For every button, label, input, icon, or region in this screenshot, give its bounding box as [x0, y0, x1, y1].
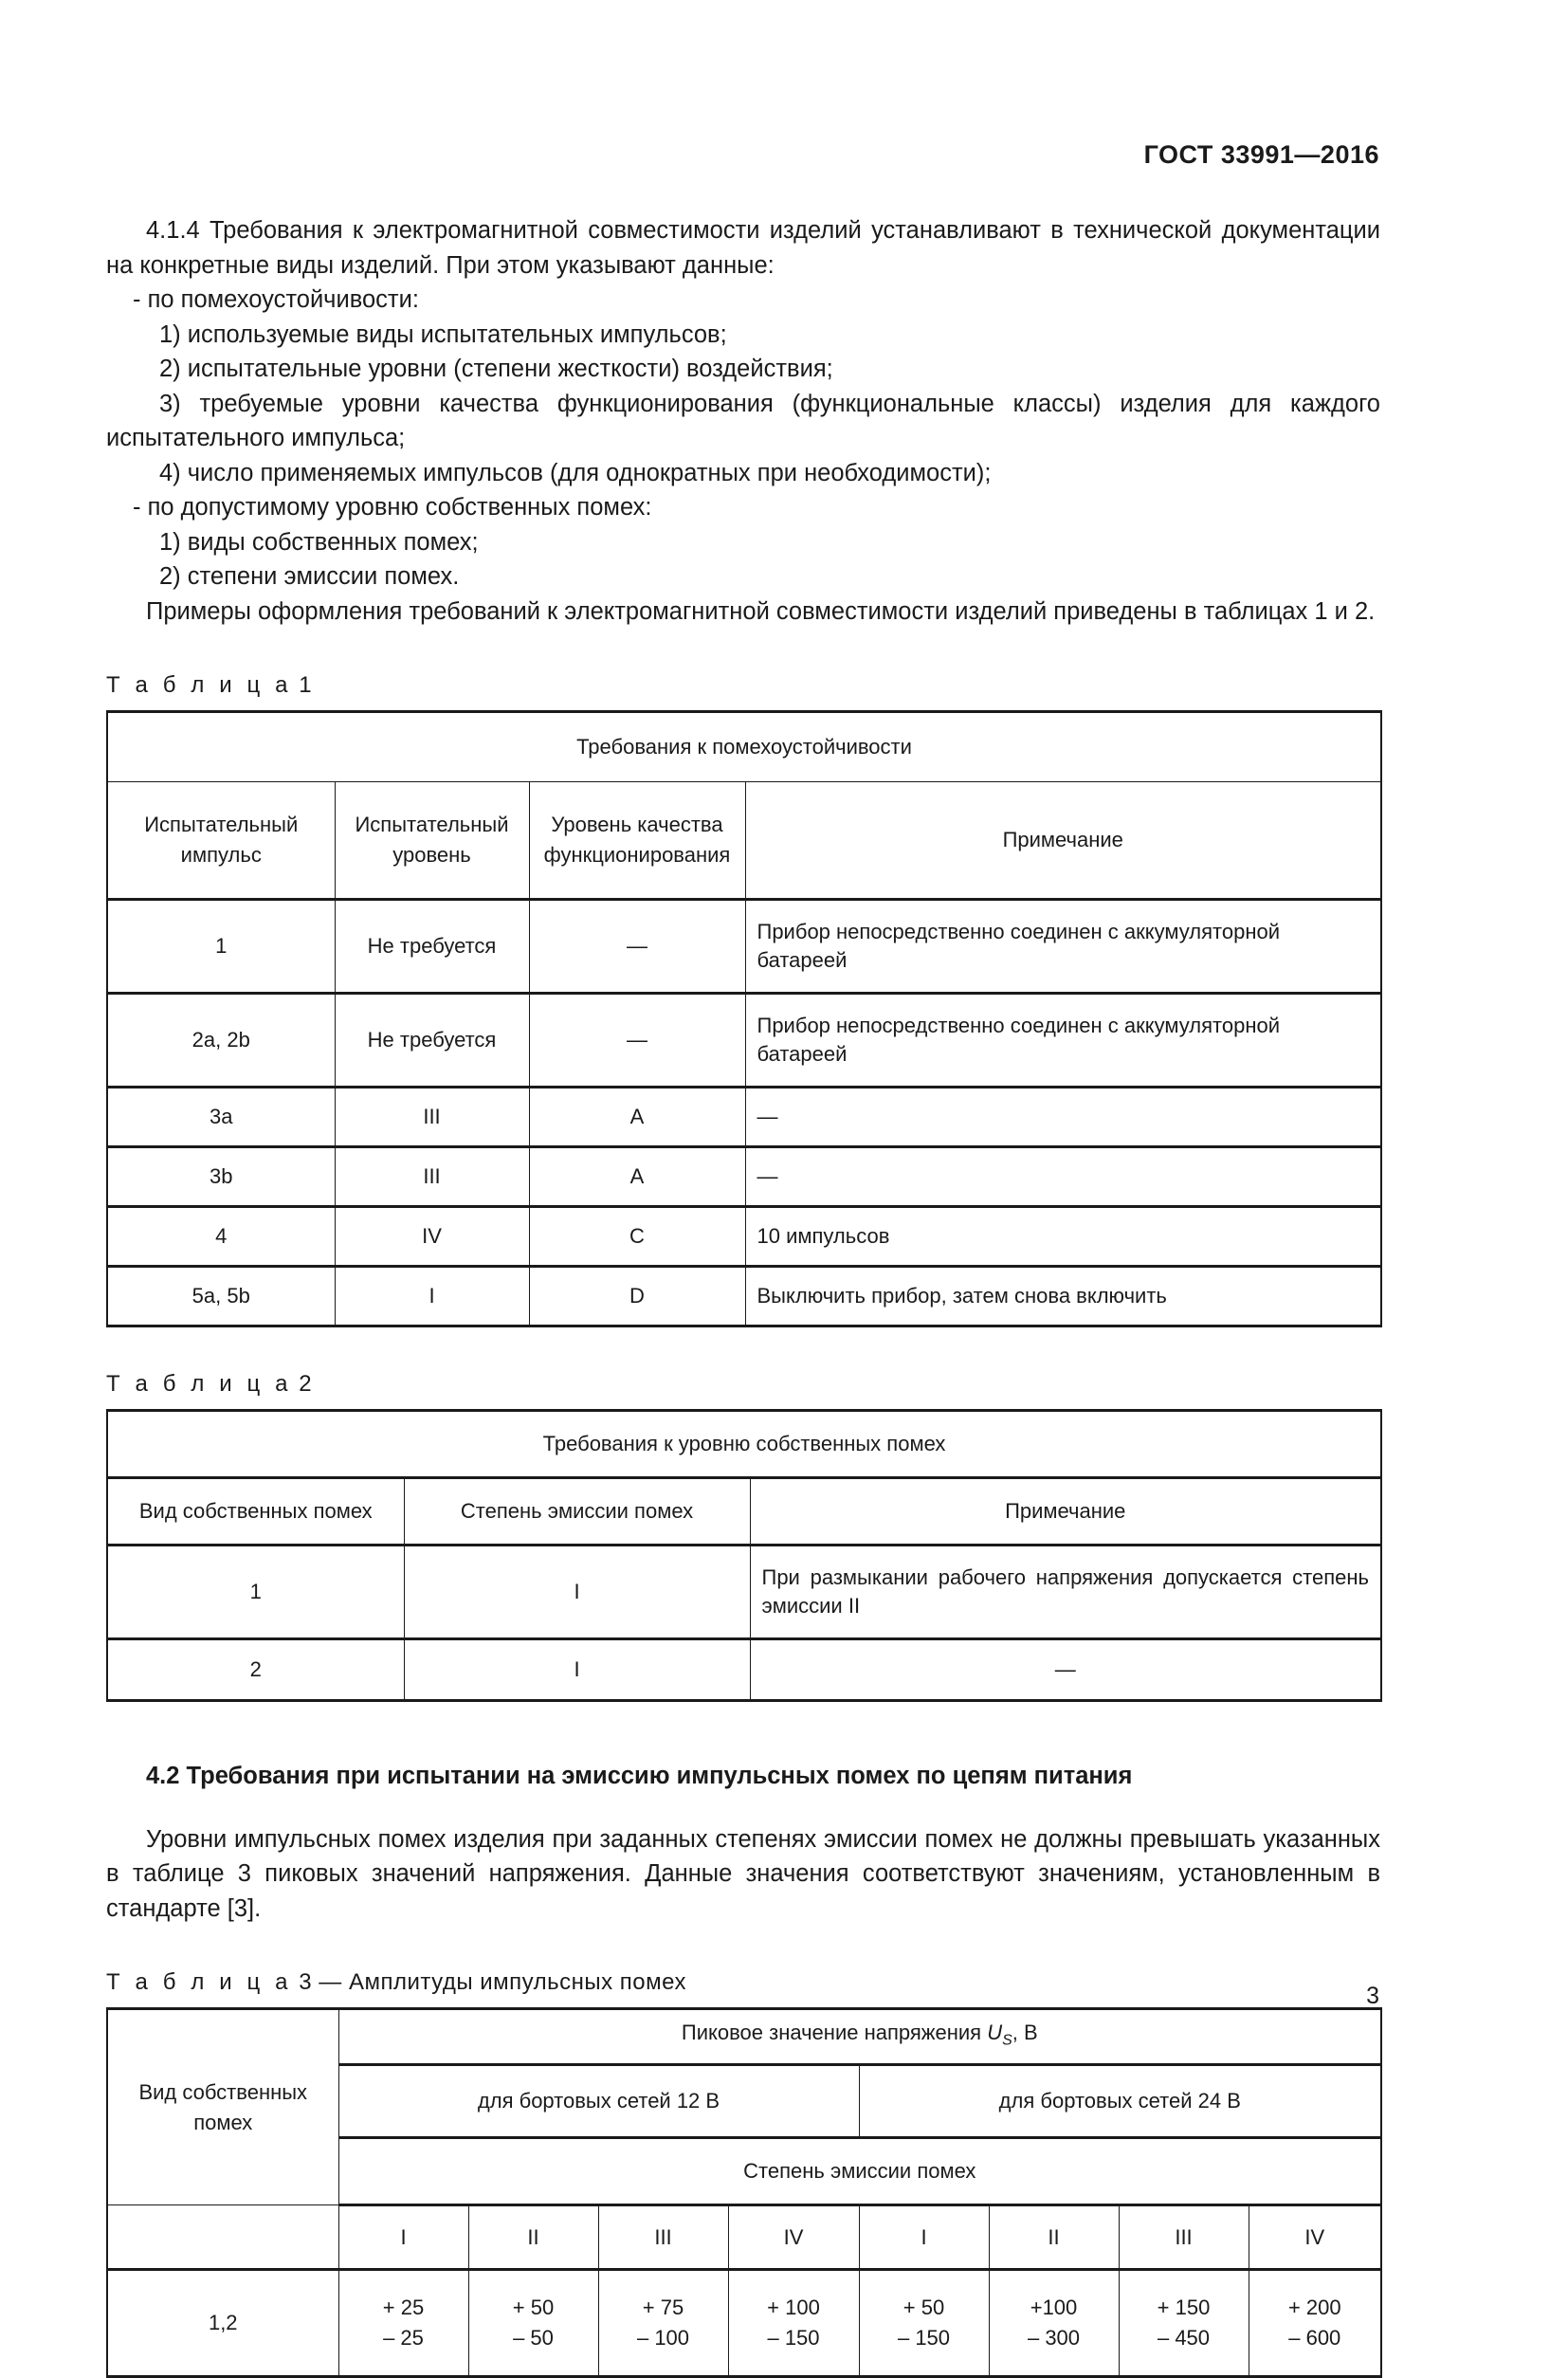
table-3-cell-value: + 25 – 25: [338, 2270, 468, 2377]
table-1-col-header-quality: Уровень качества функционирования: [529, 782, 745, 900]
table-2-col-header-note: Примечание: [750, 1478, 1381, 1546]
table-3-degree-cell: III: [1119, 2205, 1249, 2270]
table-row: [107, 994, 1381, 1088]
table-row: [107, 1207, 1381, 1267]
table-1-cell-pulse: 4: [107, 1207, 335, 1267]
table-1-col-header-note: Примечание: [745, 782, 1381, 900]
table-1-cell-pulse: 2a, 2b: [107, 994, 335, 1088]
table-1-cell-pulse: 5a, 5b: [107, 1267, 335, 1326]
examples-paragraph: Примеры оформления требований к электромагнитной совместимости изделий приведены в таблицах 1 и 2.: [146, 597, 1376, 625]
section-4-2-heading: 4.2 Требования при испытании на эмиссию импульсных помех по цепям питания: [146, 1763, 1133, 1789]
table-row: [107, 900, 1381, 994]
table-1-cell-level: Не требуется: [335, 994, 529, 1088]
table-row: [107, 2270, 1381, 2377]
table-1-cell-quality: —: [529, 900, 745, 994]
table-1-cell-level: III: [335, 1088, 529, 1147]
table-2-header-row: [107, 1478, 1381, 1546]
document-standard-header: ГОСТ 33991—2016: [1143, 140, 1379, 169]
table-2-caption-label: Т а б л и ц а: [106, 1371, 293, 1397]
table-1-cell-pulse: 3a: [107, 1088, 335, 1147]
table-3-header-row-1: [107, 2009, 1381, 2065]
table-1-caption: [106, 672, 1380, 699]
table-3-caption-title: — Амплитуды импульсных помех: [319, 1969, 686, 1995]
table-1-cell-note: Выключить прибор, затем снова включить: [745, 1267, 1381, 1326]
table-row: [107, 1546, 1381, 1639]
list-item-3: 3) требуемые уровни качества функционирования (функциональные классы) изделия для каждого испытательного импульса;: [106, 390, 1380, 451]
table-3-degree-cell: II: [468, 2205, 598, 2270]
table-1-cell-quality: D: [529, 1267, 745, 1326]
table-1-cell-level: III: [335, 1147, 529, 1207]
table-3-degree-cell: I: [859, 2205, 989, 2270]
table-2-col-header-kind: Вид собственных помех: [107, 1478, 404, 1546]
table-1-cell-quality: A: [529, 1088, 745, 1147]
table-2-cell-note: При размыкании рабочего напряжения допускается степень эмиссии II: [750, 1546, 1381, 1639]
table-3-cell-value: + 50 – 150: [859, 2270, 989, 2377]
table-3-span-peak-voltage: Пиковое значение напряжения $U_S$, В: [338, 2009, 1381, 2065]
table-3-caption-label: Т а б л и ц а: [106, 1969, 293, 1995]
table-2-caption-number: 2: [299, 1371, 313, 1397]
table-1-cell-quality: —: [529, 994, 745, 1088]
table-1-col-header-pulse: Испытательный импульс: [107, 782, 335, 900]
list-item-5: 1) виды собственных помех;: [159, 528, 479, 556]
table-3-cell-kind: 1,2: [107, 2270, 338, 2377]
table-2-cell-kind: 2: [107, 1639, 404, 1701]
section-4-2-paragraph: Уровни импульсных помех изделия при заданных степенях эмиссии помех не должны превышать указанных в таблице 3 пиковых значений напряжения. Данные значения соответствуют значениям, установленным в стандарте [3].: [106, 1825, 1380, 1922]
table-1-cell-note: 10 импульсов: [745, 1207, 1381, 1267]
table-row: [107, 1088, 1381, 1147]
table-3-degree-cell: III: [598, 2205, 728, 2270]
list-item-1: 1) используемые виды испытательных импульсов;: [159, 320, 727, 348]
table-3-degree-cell: IV: [1249, 2205, 1381, 2270]
table-1-cell-level: Не требуется: [335, 900, 529, 994]
table-row: [107, 1147, 1381, 1207]
table-1-cell-quality: C: [529, 1207, 745, 1267]
list-dash-emission: - по допустимому уровню собственных помех:: [133, 494, 652, 521]
table-3-cell-value: + 150 – 450: [1119, 2270, 1249, 2377]
table-3-cell-value: + 100 – 150: [728, 2270, 859, 2377]
table-2-cell-degree: I: [404, 1639, 750, 1701]
table-1-cell-pulse: 1: [107, 900, 335, 994]
table-1-caption-label: Т а б л и ц а: [106, 672, 293, 698]
table-2-cell-degree: I: [404, 1546, 750, 1639]
table-3-span-net-12v: для бортовых сетей 12 В: [338, 2065, 859, 2138]
table-3-caption: [106, 1969, 1380, 1996]
document-body: [106, 213, 1380, 2378]
table-3-cell-value: + 200 – 600: [1249, 2270, 1381, 2377]
table-1-cell-level: I: [335, 1267, 529, 1326]
table-1-cell-note: —: [745, 1147, 1381, 1207]
table-1-cell-note: —: [745, 1088, 1381, 1147]
table-2-title-row: [107, 1411, 1381, 1478]
table-3: [106, 2007, 1382, 2378]
table-1-header-row: [107, 782, 1381, 900]
list-item-6: 2) степени эмиссии помех.: [159, 563, 460, 590]
table-3-caption-number: 3: [299, 1969, 313, 1995]
table-2-title: Требования к уровню собственных помех: [107, 1411, 1381, 1478]
table-1-cell-level: IV: [335, 1207, 529, 1267]
list-item-2: 2) испытательные уровни (степени жесткости) воздействия;: [159, 356, 833, 382]
table-2-cell-kind: 1: [107, 1546, 404, 1639]
list-dash-immunity: - по помехоустойчивости:: [133, 286, 419, 313]
page-number: 3: [1366, 1983, 1379, 2009]
table-1-cell-note: Прибор непосредственно соединен с аккумуляторной батареей: [745, 900, 1381, 994]
table-1-cell-quality: A: [529, 1147, 745, 1207]
table-1-col-header-level: Испытательный уровень: [335, 782, 529, 900]
table-3-cell-value: + 50 – 50: [468, 2270, 598, 2377]
table-1-cell-note: Прибор непосредственно соединен с аккумуляторной батареей: [745, 994, 1381, 1088]
clause-4-1-4: 4.1.4 Требования к электромагнитной совместимости изделий устанавливают в технической документации на конкретные виды изделий. При этом указывают данные:: [106, 217, 1380, 279]
table-1-caption-number: 1: [299, 672, 313, 698]
table-2: [106, 1409, 1382, 1702]
table-3-kind-spacer: [107, 2205, 338, 2270]
table-3-span-degree: Степень эмиссии помех: [338, 2138, 1381, 2205]
table-2-cell-note: —: [750, 1639, 1381, 1701]
table-row: [107, 1639, 1381, 1701]
table-1-cell-pulse: 3b: [107, 1147, 335, 1207]
table-row: [107, 1267, 1381, 1326]
table-3-cell-value: + 75 – 100: [598, 2270, 728, 2377]
table-1: [106, 710, 1382, 1327]
table-3-header-row-4: [107, 2205, 1381, 2270]
table-1-title: Требования к помехоустойчивости: [107, 712, 1381, 782]
table-2-col-header-degree: Степень эмиссии помех: [404, 1478, 750, 1546]
table-3-cell-value: +100 – 300: [989, 2270, 1119, 2377]
table-1-title-row: [107, 712, 1381, 782]
table-2-caption: [106, 1371, 1380, 1398]
table-3-degree-cell: I: [338, 2205, 468, 2270]
list-item-4: 4) число применяемых импульсов (для однократных при необходимости);: [159, 459, 992, 486]
table-3-degree-cell: IV: [728, 2205, 859, 2270]
table-3-col-header-kind: Вид собственных помех: [107, 2009, 338, 2205]
table-3-span-net-24v: для бортовых сетей 24 В: [859, 2065, 1381, 2138]
table-3-degree-cell: II: [989, 2205, 1119, 2270]
